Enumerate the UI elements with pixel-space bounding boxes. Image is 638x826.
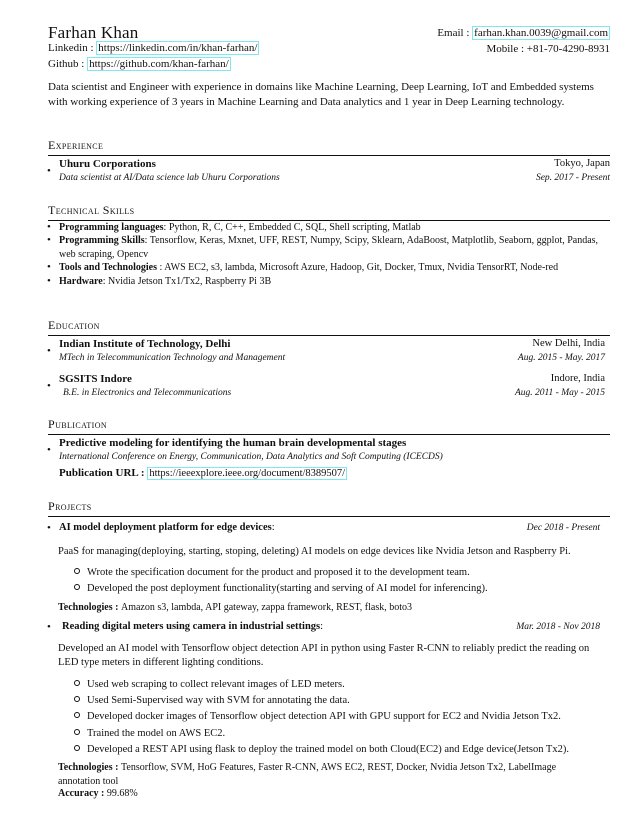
github-link[interactable]: https://github.com/khan-farhan/ — [89, 58, 229, 70]
bullet-icon: • — [47, 621, 51, 633]
github-label: Github : — [48, 58, 88, 70]
linkedin-link[interactable]: https://linkedin.com/in/khan-farhan/ — [98, 42, 258, 54]
circle-bullet-icon — [74, 680, 80, 686]
experience-entry — [48, 157, 610, 185]
publication-entry — [48, 436, 610, 481]
project-title: AI model deployment platform for edge devices — [59, 522, 272, 533]
circle-bullet-icon — [74, 729, 80, 735]
bullet-icon: • — [47, 444, 51, 456]
role-title: Data scientist at AI/Data science lab Uhuru Corporations — [59, 173, 280, 183]
project-dates: Mar. 2018 - Nov 2018 — [516, 622, 600, 632]
skill-item: • Programming languages: Python, R, C, C++, Embedded C, SQL, Shell scripting, Matlab — [47, 221, 421, 233]
degree-dates: Aug. 2011 - May - 2015 — [514, 388, 605, 398]
school-location: New Delhi, India — [532, 338, 605, 349]
linkedin-label: Linkedin : — [48, 42, 97, 54]
role-dates: Sep. 2017 - Present — [535, 173, 610, 183]
section-education-heading: Education — [48, 318, 610, 336]
circle-bullet-icon — [74, 696, 80, 702]
school-name: Indian Institute of Technology, Delhi — [59, 338, 231, 350]
project-entry: • AI model deployment platform for edge devices: Dec 2018 - Present — [47, 522, 600, 534]
list-item: Developed the post deployment functionality(starting and serving of AI model for inferencing). — [74, 581, 614, 597]
project-description: Developed an AI model with Tensorflow object detection API in python using Faster R-CNN to reliably predict the reading on LED type meters in different lighting conditions. — [58, 643, 590, 668]
publication-title: Predictive modeling for identifying the human brain developmental stages — [59, 437, 407, 449]
project-technologies: Technologies : Tensorflow, SVM, HoG Features, Faster R-CNN, AWS EC2, REST, Docker, Nvidia Jetson Tx2, LabelImage annotation tool — [58, 762, 557, 787]
skill-item: • Programming Skills: Tensorflow, Keras, Mxnet, UFF, REST, Numpy, Scipy, Sklearn, AdaBoost, Matplotlib, Seaborn, ggplot, Pandas, web scraping, Opencv — [47, 234, 599, 260]
project-title: Reading digital meters using camera in industrial settings — [62, 621, 321, 632]
degree-name: MTech in Telecommunication Technology and Management — [59, 353, 286, 363]
project-technologies: Technologies : Amazon s3, lambda, API gateway, zappa framework, REST, flask, boto3 — [58, 602, 413, 613]
section-experience-heading: Experience — [48, 138, 610, 156]
project-entry: • Reading digital meters using camera in industrial settings: Mar. 2018 - Nov 2018 — [47, 621, 600, 633]
bullet-icon: • — [47, 522, 51, 534]
section-skills-heading: Technical Skills — [48, 203, 610, 221]
publication-url-link[interactable]: https://ieeexplore.ieee.org/document/8389507/ — [149, 468, 346, 479]
mobile-text: Mobile : +81-70-4290-8931 — [486, 43, 610, 55]
section-projects-heading: Projects — [48, 499, 610, 517]
contact-right — [437, 25, 610, 57]
publication-venue: International Conference on Energy, Communication, Data Analytics and Soft Computing (ICECDS) — [59, 452, 443, 462]
bullet-icon: • — [47, 165, 51, 177]
degree-name: B.E. in Electronics and Telecommunications — [63, 388, 232, 398]
list-item: Developed docker images of Tensorflow object detection API with GPU support for EC2 and Nvidia Jetson Tx2. — [74, 709, 614, 725]
list-item: Used web scraping to collect relevant images of LED meters. — [74, 677, 614, 693]
publication-url-label: Publication URL : — [59, 467, 148, 479]
candidate-name: Farhan Khan — [48, 23, 139, 42]
circle-bullet-icon — [74, 568, 80, 574]
list-item: Developed a REST API using flask to deploy the trained model on both Cloud(EC2) and Edge device(Jetson Tx2). — [74, 742, 614, 758]
list-item: Used Semi-Supervised way with SVM for annotating the data. — [74, 693, 614, 709]
skills-list — [48, 221, 610, 288]
list-item: Trained the model on AWS EC2. — [74, 726, 614, 742]
summary-text: Data scientist and Engineer with experience in domains like Machine Learning, Deep Learning, IoT and Embedded systems with working experience of 3 years in Machine Learning and Data analytics and 1 year in Deep Learning technology. — [48, 81, 594, 108]
project-points — [74, 677, 614, 758]
circle-bullet-icon — [74, 745, 80, 751]
skill-item: • Tools and Technologies : AWS EC2, s3, lambda, Microsoft Azure, Hadoop, Git, Docker, Tmux, Nvidia TensorRT, Node-red — [47, 261, 559, 274]
bullet-icon: • — [47, 380, 51, 392]
list-item: Wrote the specification document for the product and proposed it to the development team. — [74, 565, 614, 581]
education-entry — [48, 372, 610, 400]
company-name: Uhuru Corporations — [59, 158, 156, 170]
project-accuracy: Accuracy : 99.68% — [58, 788, 138, 799]
email-label: Email : — [437, 27, 473, 39]
email-link[interactable]: farhan.khan.0039@gmail.com — [474, 27, 608, 39]
circle-bullet-icon — [74, 712, 80, 718]
contact-left — [48, 40, 259, 72]
project-description: PaaS for managing(deploying, starting, stoping, deleting) AI models on edge devices like Nvidia Jetson and Raspberry Pi. — [58, 546, 571, 557]
school-location: Indore, India — [550, 373, 605, 384]
project-points — [74, 565, 614, 597]
degree-dates: Aug. 2015 - May. 2017 — [517, 353, 605, 363]
project-dates: Dec 2018 - Present — [526, 523, 600, 533]
school-name: SGSITS Indore — [59, 373, 132, 385]
section-publication-heading: Publication — [48, 417, 610, 435]
skill-item: • Hardware: Nvidia Jetson Tx1/Tx2, Raspberry Pi 3B — [47, 274, 272, 287]
bullet-icon: • — [47, 345, 51, 357]
company-location: Tokyo, Japan — [554, 158, 610, 169]
circle-bullet-icon — [74, 584, 80, 590]
education-entry — [48, 337, 610, 365]
